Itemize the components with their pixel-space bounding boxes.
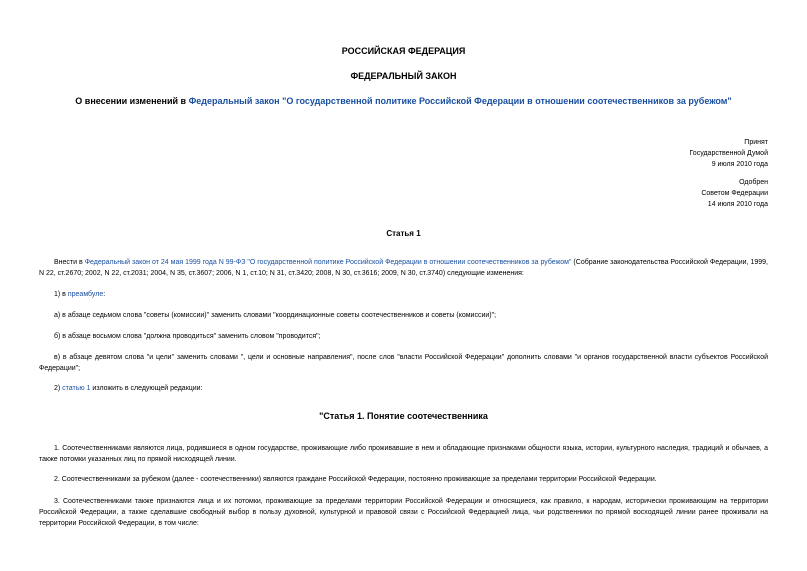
item-2-suffix: изложить в следующей редакции: xyxy=(90,385,203,392)
accepted-block xyxy=(689,137,768,170)
approved-date: 14 июля 2010 года xyxy=(707,201,768,208)
item-1-suffix: : xyxy=(103,291,106,298)
item-1 xyxy=(39,289,768,300)
law-title xyxy=(30,96,777,106)
item-a: а) в абзаце седьмом слова "советы (комиссии)" заменить словами "координационные советы соотечественников и советы (комиссии)"; xyxy=(54,312,497,319)
article-1-title: Статья 1 xyxy=(386,229,421,238)
item-1-prefix: 1) в xyxy=(54,291,68,298)
item-2 xyxy=(39,383,768,394)
accepted-body: Государственной Думой xyxy=(689,150,768,157)
intro-prefix: Внести в xyxy=(54,259,85,266)
article-1-intro xyxy=(39,257,768,279)
item-2-prefix: 2) xyxy=(54,385,63,392)
approved-label: Одобрен xyxy=(739,179,768,186)
law-type-heading: ФЕДЕРАЛЬНЫЙ ЗАКОН xyxy=(350,71,457,81)
new-article-p3: 3. Соотечественниками также признаются лица и их потомки, проживающие за пределами территории Российской Федерации и относящиеся, как правило, к народам, исторически проживающим на территории Российской Федерации, а также сделавшие свободный выбор в пользу духовной, культурной и правовой связи с Российской Федерацией лица, чьи родственники по прямой восходящей линии ранее проживали на территории Российской Федерации, в том числе: xyxy=(39,498,768,527)
new-article-p1: 1. Соотечественниками являются лица, родившиеся в одном государстве, проживающие либо проживавшие в нем и обладающие признаками общности языка, истории, культурного наследия, традиций и обычаев, а также потомки указанных лиц по прямой нисходящей линии. xyxy=(39,445,768,463)
new-article-p2: 2. Соотечественниками за рубежом (далее - соотечественники) являются граждане Российской Федерации, постоянно проживающие за пределами территории Российской Федерации. xyxy=(54,476,657,483)
item-v: в) в абзаце девятом слова "и цели" заменить словами ", цели и основные направления", после слов "власти Российской Федерации" дополнить словами "и органов государственной власти субъектов Российской Федерации"; xyxy=(39,354,768,372)
item-b: б) в абзаце восьмом слова "должна проводиться" заменить словом "проводится"; xyxy=(54,333,321,340)
law-title-prefix: О внесении изменений в xyxy=(75,96,189,106)
approved-block xyxy=(701,177,768,210)
intro-law-link[interactable]: Федеральный закон от 24 мая 1999 года N 99-ФЗ "О государственной политике Российской Федерации в отношении соотечественников за рубежом" xyxy=(84,259,572,266)
accepted-label: Принят xyxy=(744,139,768,146)
accepted-date: 9 июля 2010 года xyxy=(711,161,768,168)
approved-body: Советом Федерации xyxy=(701,190,768,197)
article-1-link[interactable]: статью 1 xyxy=(62,385,91,392)
country-heading: РОССИЙСКАЯ ФЕДЕРАЦИЯ xyxy=(341,46,466,56)
intro-suffix: (Собрание законодательства Российской Федерации, 1999, N 22, ст.2670; 2002, N 22, ст.2031; 2004, N 35, ст.3607; 2006, N 1, ст.10; N 31, ст.3420; 2008, N 30, ст.3616; 2009, N 30, ст.3740) следующие изменения: xyxy=(39,259,768,277)
law-title-link[interactable]: Федеральный закон "О государственной политике Российской Федерации в отношении соотечественников за рубежом" xyxy=(188,96,732,106)
new-article-title: "Статья 1. Понятие соотечественника xyxy=(319,411,488,421)
preamble-link[interactable]: преамбуле xyxy=(67,291,104,298)
